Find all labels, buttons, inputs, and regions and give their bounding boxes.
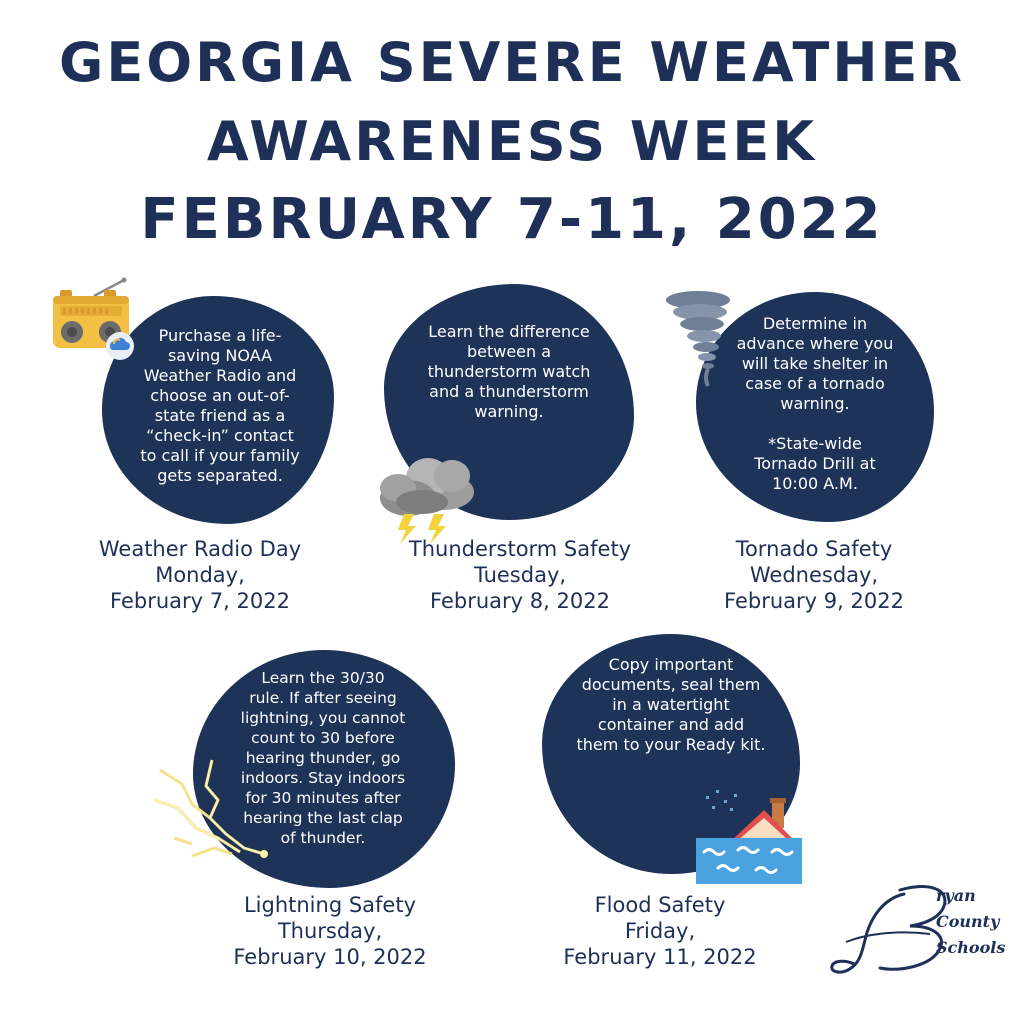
weather-radio-caption	[60, 536, 340, 614]
storm-cloud-icon	[378, 452, 478, 546]
tornado-day: Wednesday,	[749, 563, 879, 587]
title-line-1: GEORGIA SEVERE WEATHER	[59, 31, 965, 94]
radio-icon	[50, 276, 140, 362]
tornado-caption	[674, 536, 954, 614]
weather-radio-title: Weather Radio Day	[98, 537, 302, 561]
logo-line-schools: Schools	[936, 938, 1006, 957]
thunderstorm-title: Thunderstorm Safety	[408, 537, 632, 561]
tornado-text: Determine in advance where you will take shelter in case of a tornado warning. *State-wide Tornado Drill at 10:00 A.M.	[736, 314, 894, 493]
tornado-date: February 9, 2022	[724, 589, 904, 613]
logo-line-ryan: ryan	[936, 886, 976, 905]
flood-date: February 11, 2022	[563, 945, 757, 969]
lightning-caption	[190, 892, 470, 970]
lightning-title: Lightning Safety	[243, 893, 417, 917]
flood-title: Flood Safety	[594, 893, 726, 917]
thunderstorm-day: Tuesday,	[473, 563, 567, 587]
weather-radio-text: Purchase a life- saving NOAA Weather Radio and choose an out-of- state friend as a “check-in” contact to call if your family gets separated.	[140, 326, 300, 485]
thunderstorm-text: Learn the difference between a thunderstorm watch and a thunderstorm warning.	[427, 322, 591, 421]
lightning-text: Learn the 30/30 rule. If after seeing lightning, you cannot count to 30 before hearing thunder, go indoors. Stay indoors for 30 minutes after hearing the last clap of thunder.	[240, 669, 406, 847]
bryan-county-schools-logo	[826, 880, 1006, 980]
flooded-house-icon	[694, 780, 804, 886]
flood-text: Copy important documents, seal them in a watertight container and add them to your Ready kit.	[576, 655, 766, 754]
logo-line-county: County	[936, 912, 1000, 931]
lightning-day: Thursday,	[277, 919, 383, 943]
lightning-icon	[152, 756, 276, 870]
flood-caption	[520, 892, 800, 970]
tornado-title: Tornado Safety	[735, 537, 893, 561]
weather-radio-date: February 7, 2022	[110, 589, 290, 613]
title-line-3: FEBRUARY 7-11, 2022	[140, 187, 884, 252]
weather-radio-day: Monday,	[155, 563, 245, 587]
flood-day: Friday,	[624, 919, 696, 943]
tornado-icon	[664, 290, 734, 390]
title-line-2: AWARENESS WEEK	[206, 110, 818, 173]
thunderstorm-caption	[380, 536, 660, 614]
lightning-date: February 10, 2022	[233, 945, 427, 969]
thunderstorm-date: February 8, 2022	[430, 589, 610, 613]
